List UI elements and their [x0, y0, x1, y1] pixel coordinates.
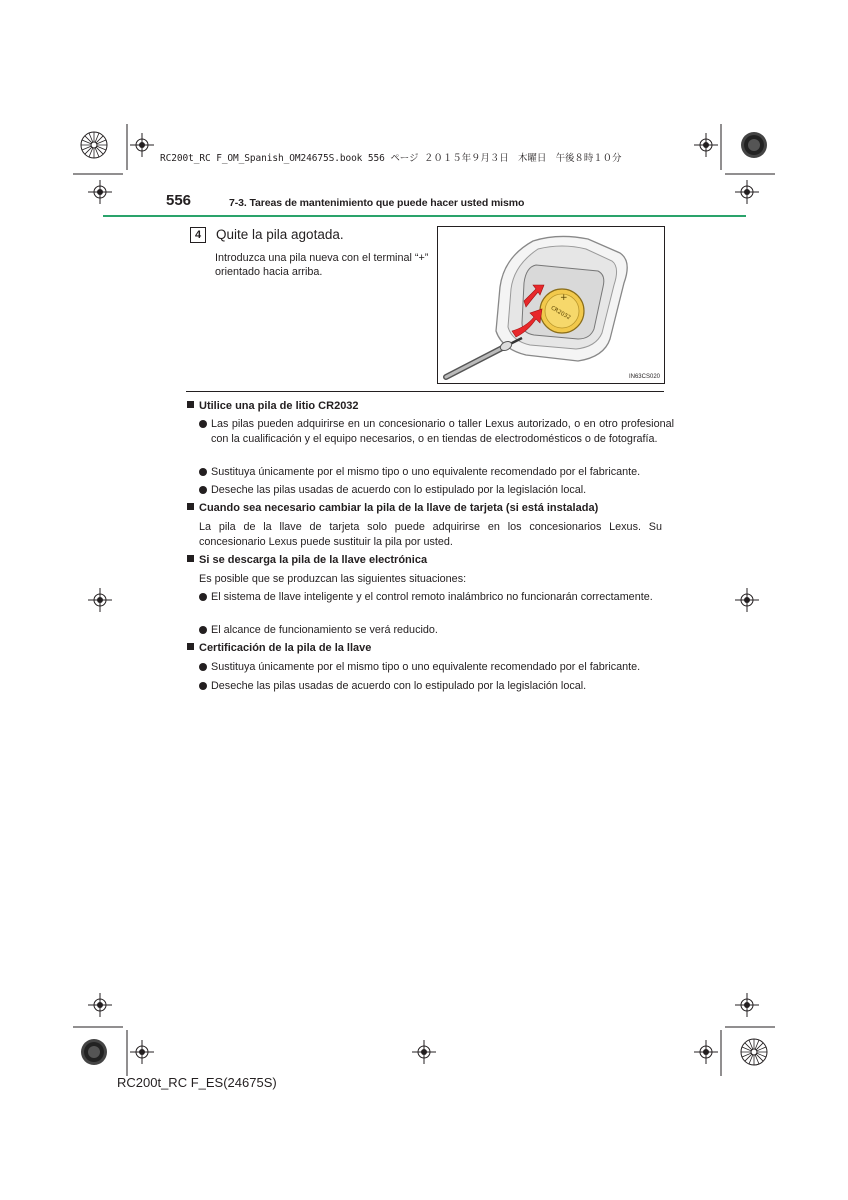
step-title: Quite la pila agotada. — [216, 227, 344, 242]
square-bullet-icon — [187, 643, 194, 650]
footer-code: RC200t_RC F_ES(24675S) — [117, 1075, 277, 1090]
key-battery-illustration — [438, 227, 664, 383]
print-header: RC200t_RC F_OM_Spanish_OM24675S.book 556 ページ ２０１５年９月３日 木曜日 午後８時１０分 — [160, 153, 622, 164]
square-bullet-icon — [187, 555, 194, 562]
list-item: Sustituya únicamente por el mismo tipo o uno equivalente recomendado por el fabricante. — [199, 465, 674, 480]
paragraph: Es posible que se produzcan las siguientes situaciones: — [199, 573, 467, 585]
square-bullet-icon — [187, 401, 194, 408]
bullet-icon — [199, 593, 207, 601]
heading-battery-certification: Certificación de la pila de la llave — [187, 642, 371, 654]
bullet-icon — [199, 663, 207, 671]
step-number: 4 — [190, 227, 206, 243]
battery-label: CR2032 — [549, 305, 572, 322]
svg-text:+: + — [560, 293, 568, 303]
heading-battery-depleted: Si se descarga la pila de la llave electrónica — [187, 554, 427, 566]
list-item: Sustituya únicamente por el mismo tipo o uno equivalente recomendado por el fabricante. — [199, 660, 674, 675]
header-rule — [103, 215, 746, 217]
list-item: Las pilas pueden adquirirse en un concesionario o taller Lexus autorizado, o en otro profesional con la cualificación y el equipo necesarios, o en tiendas de electrodomésticos o de fotografía. — [199, 417, 674, 447]
list-item: Deseche las pilas usadas de acuerdo con lo estipulado por la legislación local. — [199, 483, 674, 498]
page-number: 556 — [166, 192, 192, 209]
paragraph: La pila de la llave de tarjeta solo puede adquirirse en los concesionarios Lexus. Su concesionario Lexus puede sustituir la pila por usted. — [199, 521, 662, 548]
figure-code: IN63CS020 — [628, 374, 660, 380]
list-item: Deseche las pilas usadas de acuerdo con lo estipulado por la legislación local. — [199, 679, 674, 694]
square-bullet-icon — [187, 503, 194, 510]
bullet-icon — [199, 486, 207, 494]
list-item: El sistema de llave inteligente y el control remoto inalámbrico no funcionarán correctamente. — [199, 590, 674, 605]
section-title: 7-3. Tareas de mantenimiento que puede hacer usted mismo — [229, 197, 525, 209]
bullet-icon — [199, 626, 207, 634]
heading-lithium-battery: Utilice una pila de litio CR2032 — [187, 400, 359, 412]
bullet-icon — [199, 420, 207, 428]
heading-card-key-battery: Cuando sea necesario cambiar la pila de la llave de tarjeta (si está instalada) — [187, 502, 598, 514]
section-divider — [186, 391, 664, 392]
battery-replacement-figure — [437, 226, 665, 384]
list-item: El alcance de funcionamiento se verá reducido. — [199, 623, 674, 638]
bullet-icon — [199, 468, 207, 476]
bullet-icon — [199, 682, 207, 690]
step-body: Introduzca una pila nueva con el terminal “+” orientado hacia arriba. — [215, 252, 429, 278]
